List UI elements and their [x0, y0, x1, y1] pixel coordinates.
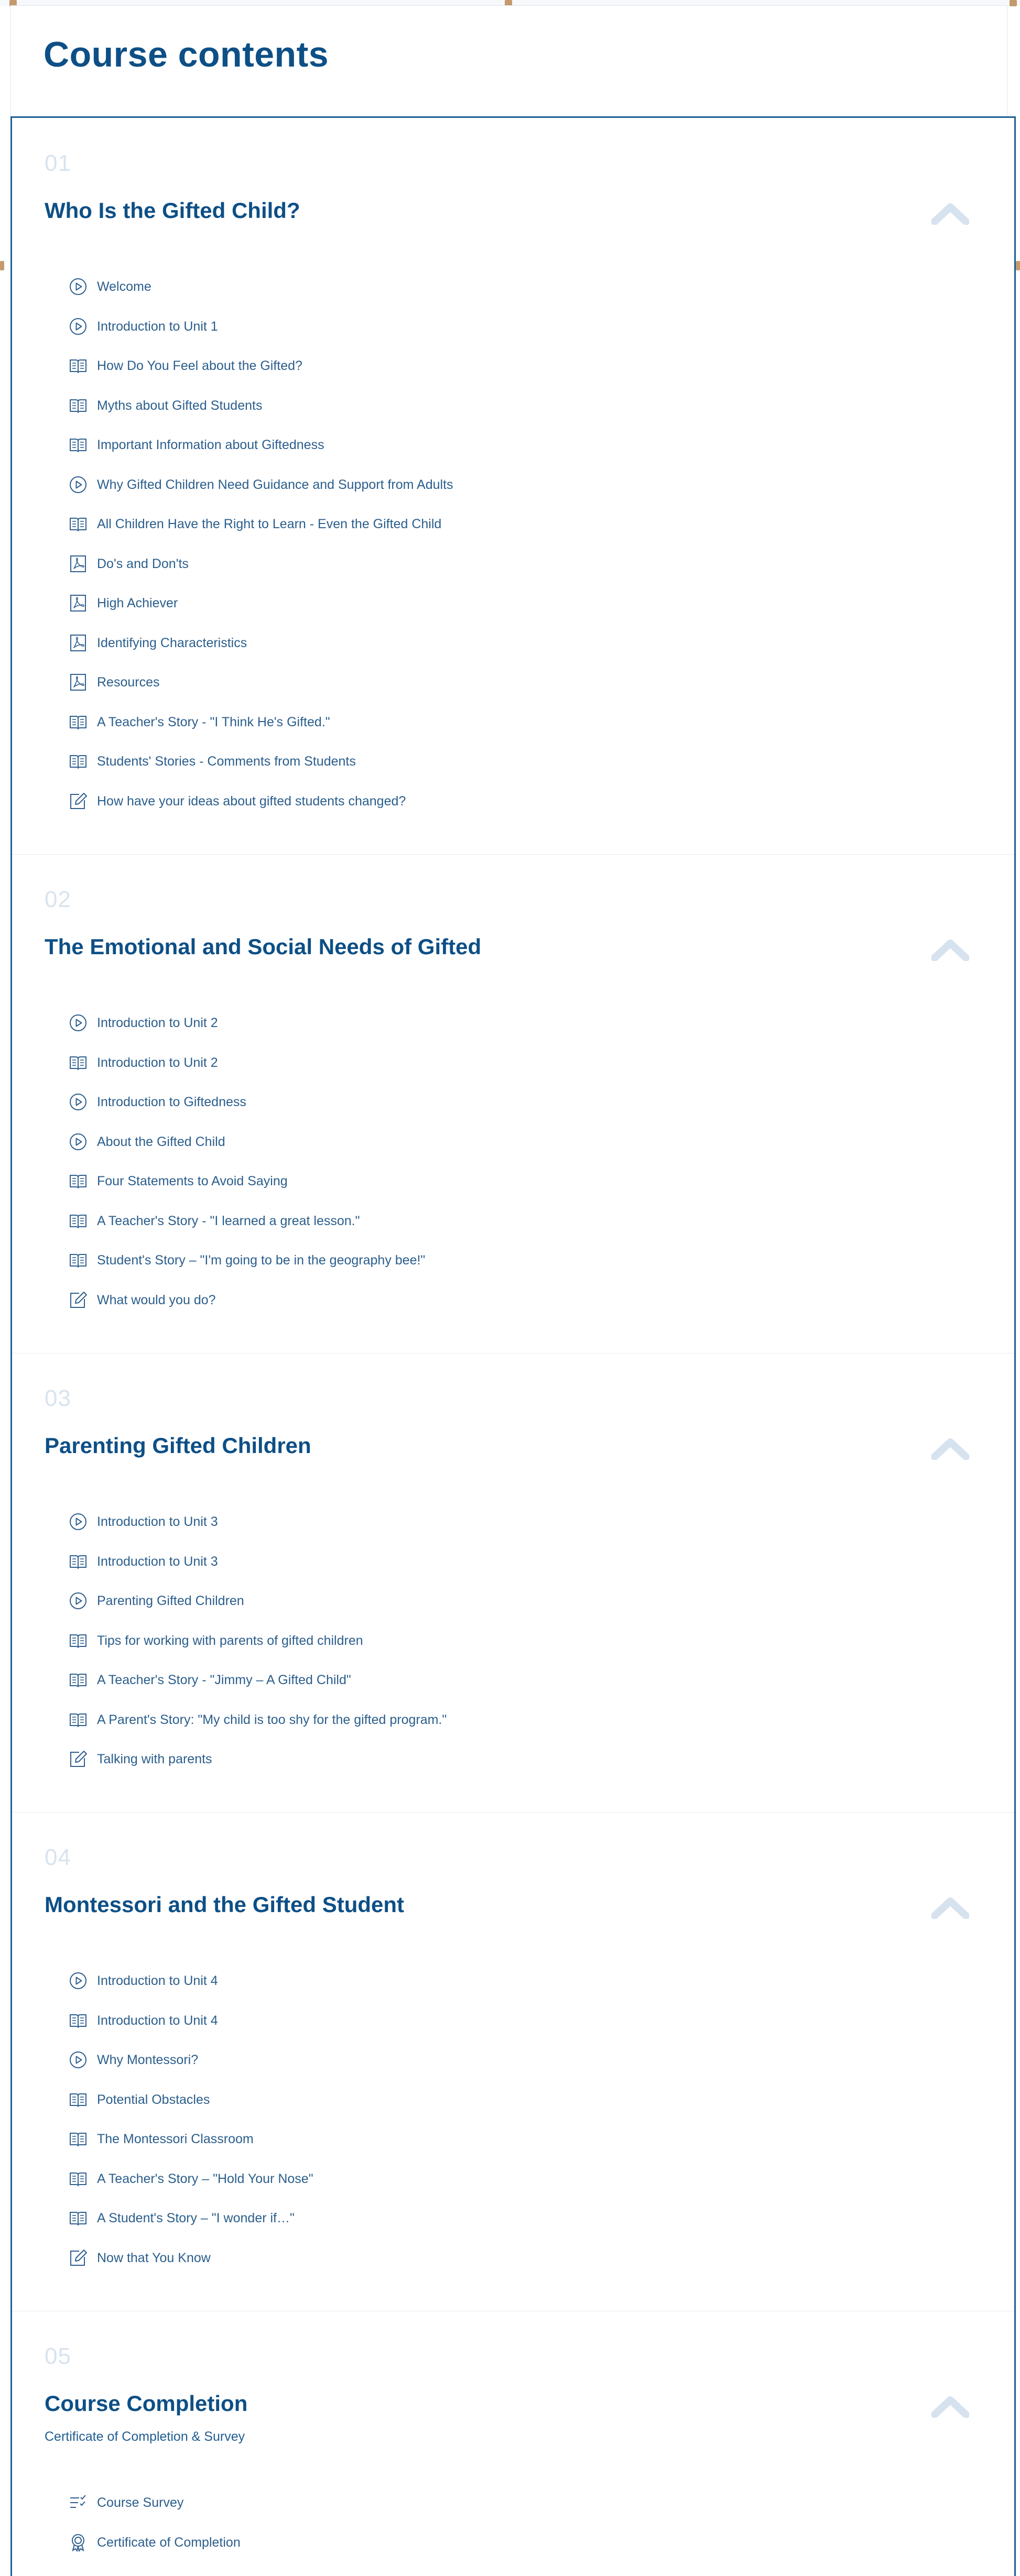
lesson-item-label: Potential Obstacles — [97, 2092, 210, 2107]
lesson-item-label: Identifying Characteristics — [97, 635, 247, 650]
lesson-item-label: Introduction to Unit 1 — [97, 319, 218, 334]
play-icon — [68, 2049, 89, 2070]
book-icon — [68, 355, 89, 376]
lesson-item-label: A Student's Story – "I wonder if…" — [97, 2210, 295, 2225]
book-icon — [68, 2208, 89, 2229]
section-divider — [12, 854, 1014, 855]
book-icon — [68, 1210, 89, 1231]
play-icon — [68, 1511, 89, 1532]
book-icon — [68, 434, 89, 455]
edit-icon — [68, 2247, 89, 2268]
unit-number: 04 — [45, 1844, 71, 1870]
book-icon — [68, 751, 89, 772]
collapse-toggle-chevron-up-icon[interactable] — [931, 2395, 969, 2418]
decorative-edge — [0, 261, 4, 270]
lesson-item[interactable] — [68, 1630, 363, 1651]
lesson-item[interactable] — [68, 276, 151, 297]
lesson-item-label: Four Statements to Avoid Saying — [97, 1173, 288, 1188]
lesson-item-label: Students' Stories - Comments from Students — [97, 754, 356, 769]
play-icon — [68, 474, 89, 495]
lesson-item[interactable] — [68, 1749, 212, 1770]
lesson-item[interactable] — [68, 2532, 241, 2553]
lesson-item[interactable] — [68, 2089, 210, 2110]
lesson-item[interactable] — [68, 2208, 295, 2229]
book-icon — [68, 712, 89, 733]
page-header — [10, 5, 1007, 117]
book-icon — [68, 2010, 89, 2031]
lesson-item[interactable] — [68, 1511, 218, 1532]
collapse-toggle-chevron-up-icon[interactable] — [931, 1437, 969, 1460]
lesson-item[interactable] — [68, 1250, 425, 1271]
book-icon — [68, 1171, 89, 1192]
lesson-item[interactable] — [68, 1290, 216, 1311]
unit-subtitle: Certificate of Completion & Survey — [45, 2429, 245, 2444]
pdf-icon — [68, 553, 89, 574]
collapse-toggle-chevron-up-icon[interactable] — [931, 202, 969, 225]
pdf-icon — [68, 632, 89, 653]
lesson-item-label: Do's and Don'ts — [97, 556, 189, 571]
lesson-item-label: High Achiever — [97, 595, 178, 610]
lesson-item[interactable] — [68, 593, 178, 614]
lesson-item-label: Parenting Gifted Children — [97, 1593, 244, 1608]
lesson-item[interactable] — [68, 791, 406, 812]
lesson-item-label: Why Montessori? — [97, 2052, 199, 2067]
lesson-item[interactable] — [68, 1171, 288, 1192]
lesson-item[interactable] — [68, 712, 330, 733]
lesson-item-label: A Teacher's Story – "Hold Your Nose" — [97, 2171, 313, 2186]
lesson-item[interactable] — [68, 1210, 360, 1231]
lesson-item[interactable] — [68, 2247, 211, 2268]
lesson-item[interactable] — [68, 1709, 447, 1730]
lesson-item-label: Student's Story – "I'm going to be in the geography bee!" — [97, 1252, 426, 1268]
unit-number: 02 — [45, 887, 71, 912]
lesson-item[interactable] — [68, 1669, 351, 1690]
lesson-item[interactable] — [68, 514, 441, 534]
lesson-item[interactable] — [68, 1052, 218, 1073]
lesson-item-label: Course Survey — [97, 2495, 184, 2510]
lesson-item-label: Introduction to Unit 4 — [97, 1973, 218, 1988]
lesson-item[interactable] — [68, 1970, 218, 1991]
lesson-item-label: A Parent's Story: "My child is too shy for the gifted program." — [97, 1712, 447, 1727]
section-divider — [12, 1812, 1014, 1813]
play-icon — [68, 1590, 89, 1611]
pdf-icon — [68, 593, 89, 614]
lesson-item-label: A Teacher's Story - "I Think He's Gifted." — [97, 714, 330, 729]
edit-icon — [68, 1290, 89, 1311]
unit-title[interactable]: Parenting Gifted Children — [45, 1433, 311, 1458]
lesson-item-label: Introduction to Unit 3 — [97, 1514, 218, 1529]
lesson-item-label: Important Information about Giftedness — [97, 437, 324, 452]
lesson-item-label: Introduction to Giftedness — [97, 1094, 246, 1109]
play-icon — [68, 1012, 89, 1033]
lesson-item-label: What would you do? — [97, 1292, 216, 1307]
play-icon — [68, 1970, 89, 1991]
play-icon — [68, 316, 89, 337]
lesson-item[interactable] — [68, 1590, 244, 1611]
lesson-item-label: The Montessori Classroom — [97, 2131, 254, 2146]
collapse-toggle-chevron-up-icon[interactable] — [931, 1896, 969, 1919]
pdf-icon — [68, 672, 89, 693]
edit-icon — [68, 791, 89, 812]
book-icon — [68, 1250, 89, 1271]
lesson-item-label: Tips for working with parents of gifted children — [97, 1633, 363, 1648]
survey-icon — [68, 2492, 89, 2513]
lesson-item[interactable] — [68, 2492, 183, 2513]
book-icon — [68, 1630, 89, 1651]
play-icon — [68, 276, 89, 297]
lesson-item[interactable] — [68, 2049, 198, 2070]
lesson-item[interactable] — [68, 553, 189, 574]
lesson-item-label: Introduction to Unit 2 — [97, 1055, 218, 1070]
lesson-item-label: A Teacher's Story - "Jimmy – A Gifted Child" — [97, 1672, 351, 1687]
collapse-toggle-chevron-up-icon[interactable] — [931, 938, 969, 961]
book-icon — [68, 2168, 89, 2189]
lesson-item-label: Introduction to Unit 3 — [97, 1554, 218, 1569]
lesson-item-label: All Children Have the Right to Learn - Even the Gifted Child — [97, 516, 442, 531]
decorative-corner — [1010, 0, 1017, 6]
lesson-item[interactable] — [68, 751, 356, 772]
lesson-item[interactable] — [68, 1012, 218, 1033]
book-icon — [68, 514, 89, 534]
book-icon — [68, 1709, 89, 1730]
lesson-item-label: Certificate of Completion — [97, 2535, 241, 2550]
unit-number: 05 — [45, 2343, 71, 2369]
lesson-item[interactable] — [68, 1091, 246, 1112]
book-icon — [68, 2089, 89, 2110]
book-icon — [68, 1551, 89, 1572]
lesson-item-label: Introduction to Unit 2 — [97, 1015, 218, 1030]
lesson-item[interactable] — [68, 2168, 313, 2189]
lesson-item[interactable] — [68, 632, 247, 653]
lesson-item-label: Welcome — [97, 279, 151, 294]
lesson-item[interactable] — [68, 355, 302, 376]
book-icon — [68, 1052, 89, 1073]
lesson-item[interactable] — [68, 1131, 225, 1152]
book-icon — [68, 395, 89, 416]
lesson-item-label: Myths about Gifted Students — [97, 398, 263, 413]
lesson-item[interactable] — [68, 474, 453, 495]
book-icon — [68, 2129, 89, 2149]
unit-number: 01 — [45, 150, 71, 176]
section-divider — [12, 1353, 1014, 1354]
lesson-item-label: How have your ideas about gifted students changed? — [97, 793, 406, 809]
lesson-item-label: Resources — [97, 674, 160, 690]
play-icon — [68, 1091, 89, 1112]
lesson-item[interactable] — [68, 316, 218, 337]
page-title: Course contents — [44, 35, 329, 74]
lesson-item-label: A Teacher's Story - "I learned a great lesson." — [97, 1213, 360, 1228]
lesson-item[interactable] — [68, 395, 262, 416]
book-icon — [68, 1669, 89, 1690]
lesson-item-label: Why Gifted Children Need Guidance and Support from Adults — [97, 477, 453, 492]
lesson-item[interactable] — [68, 2129, 254, 2149]
unit-title[interactable]: The Emotional and Social Needs of Gifted — [45, 934, 482, 959]
unit-number: 03 — [45, 1385, 71, 1411]
lesson-item-label: About the Gifted Child — [97, 1134, 225, 1149]
lesson-item-label: Now that You Know — [97, 2250, 211, 2265]
unit-title[interactable]: Who Is the Gifted Child? — [45, 198, 300, 223]
decorative-edge — [1016, 261, 1020, 270]
unit-title[interactable]: Course Completion — [45, 2391, 248, 2416]
course-contents-list — [10, 116, 1016, 2576]
unit-title[interactable]: Montessori and the Gifted Student — [45, 1892, 405, 1917]
lesson-item[interactable] — [68, 2010, 218, 2031]
lesson-item-label: Introduction to Unit 4 — [97, 2013, 218, 2028]
lesson-item-label: How Do You Feel about the Gifted? — [97, 358, 302, 373]
lesson-item-label: Talking with parents — [97, 1751, 212, 1766]
play-icon — [68, 1131, 89, 1152]
certificate-icon — [68, 2532, 89, 2553]
lesson-item[interactable] — [68, 434, 324, 455]
lesson-item[interactable] — [68, 1551, 218, 1572]
edit-icon — [68, 1749, 89, 1770]
lesson-item[interactable] — [68, 672, 160, 693]
